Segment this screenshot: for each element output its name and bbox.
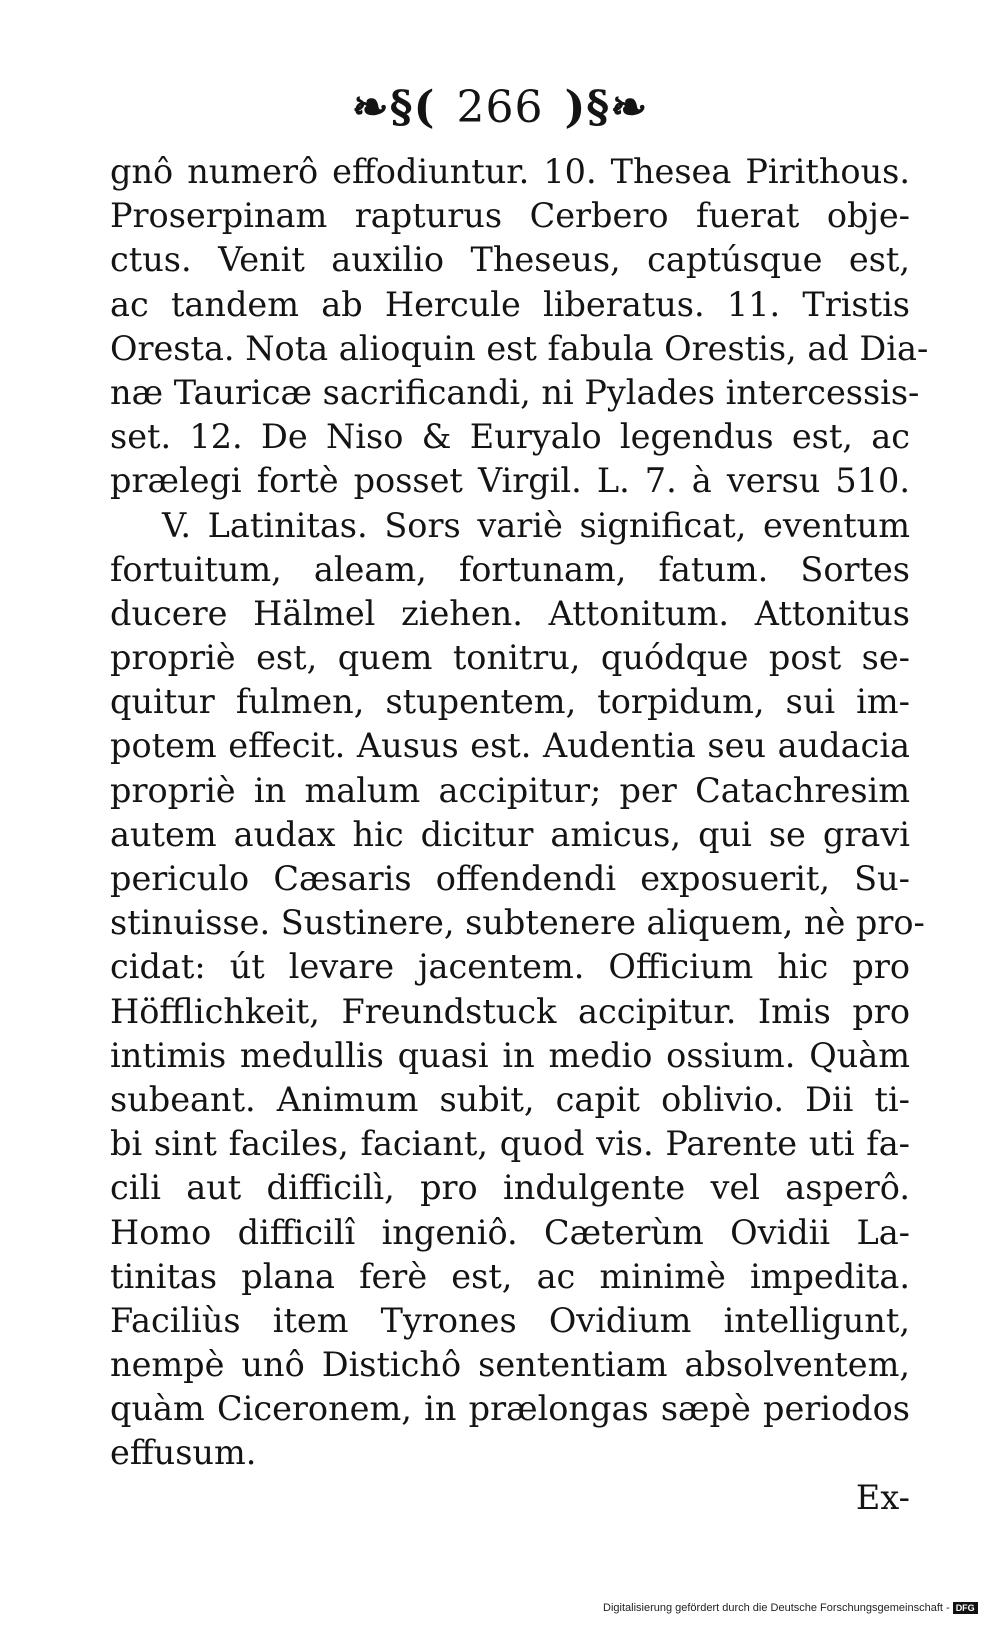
text-line: Homo difficilî ingeniô. Cæterùm Ovidii La-: [110, 1212, 910, 1252]
right-ornament: )§❧: [564, 82, 649, 133]
text-line: stinuisse. Sustinere, subtenere aliquem, nè pro-: [110, 903, 925, 943]
catchword: Ex-: [855, 1477, 910, 1517]
text-line: ac tandem ab Hercule liberatus. 11. Tristis: [110, 284, 910, 324]
text-line: fortuitum, aleam, fortunam, fatum. Sortes: [110, 549, 910, 589]
text-line: bi sint faciles, faciant, quod vis. Parente uti fa-: [110, 1124, 910, 1164]
text-line: Faciliùs item Tyrones Ovidium intelligunt,: [110, 1300, 910, 1340]
text-line: propriè est, quem tonitru, quódque post se-: [110, 638, 910, 678]
text-line: quàm Ciceronem, in prælongas sæpè periodos: [110, 1389, 910, 1429]
text-line: tinitas plana ferè est, ac minimè impedita.: [110, 1256, 910, 1296]
page-number: 266: [456, 82, 544, 133]
text-line: prælegi fortè posset Virgil. L. 7. à versu 510.: [110, 461, 910, 501]
text-line: potem effecit. Ausus est. Audentia seu audacia: [110, 726, 910, 766]
text-line: intimis medullis quasi in medio ossium. Quàm: [110, 1035, 910, 1075]
text-line: effusum.: [110, 1433, 257, 1473]
text-line: cidat: út levare jacentem. Officium hic pro: [110, 947, 910, 987]
text-line: autem audax hic dicitur amicus, qui se gravi: [110, 814, 910, 854]
text-line: næ Tauricæ sacrificandi, ni Pylades intercessis-: [110, 372, 920, 412]
text-line: nempè unô Distichô sententiam absolventem,: [110, 1345, 910, 1385]
text-line: periculo Cæsaris offendendi exposuerit, Su-: [110, 859, 910, 898]
left-ornament: ❧§(: [351, 82, 436, 133]
page-header: [0, 82, 1000, 133]
footer-text: Digitalisierung gefördert durch die Deutsche Forschungsgemeinschaft -: [603, 1602, 950, 1614]
text-line: V. Latinitas. Sors variè significat, eventum: [162, 505, 910, 545]
dfg-logo: DFG: [953, 1602, 978, 1614]
text-line: gnô numerô effodiuntur. 10. Thesea Pirithous.: [110, 152, 910, 191]
digitization-footer: [603, 1602, 978, 1614]
text-line: Oresta. Nota alioquin est fabula Orestis, ad Dia-: [110, 328, 929, 368]
text-line: set. 12. De Niso & Euryalo legendus est, ac: [110, 417, 910, 457]
text-line: subeant. Animum subit, capit oblivio. Dii ti-: [110, 1079, 910, 1119]
body-text: [110, 150, 929, 1520]
text-line: ducere Hälmel ziehen. Attonitum. Attonitus: [110, 593, 910, 633]
text-line: propriè in malum accipitur; per Catachresim: [110, 770, 910, 810]
text-line: ctus. Venit auxilio Theseus, captúsque est,: [110, 240, 910, 280]
text-line: quitur fulmen, stupentem, torpidum, sui im-: [110, 682, 910, 722]
text-line: Proserpinam rapturus Cerbero fuerat obje-: [110, 196, 910, 236]
text-line: Höfflichkeit, Freundstuck accipitur. Imis pro: [110, 991, 910, 1031]
text-line: cili aut difficilì, pro indulgente vel asperô.: [110, 1168, 910, 1208]
